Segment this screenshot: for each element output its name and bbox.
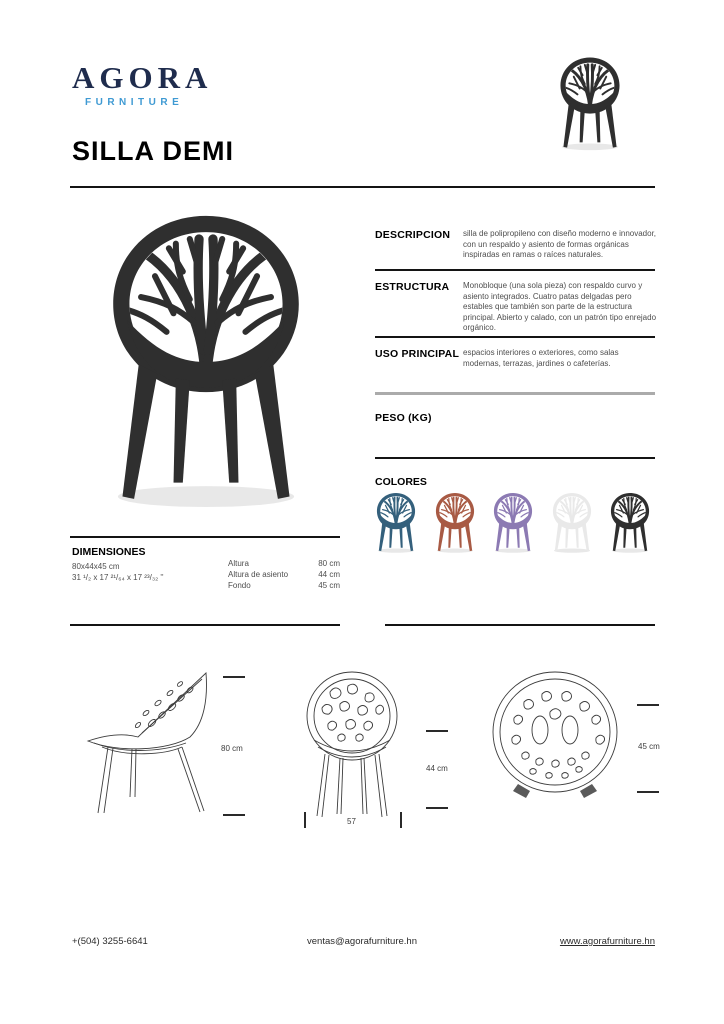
dimension-name: Altura de asiento	[228, 570, 289, 580]
dimensiones-values	[72, 562, 163, 584]
dims-divider-top	[70, 536, 340, 538]
color-swatch-chair-negro	[606, 492, 654, 554]
spec-divider-gray	[375, 392, 655, 395]
dims-divider-bottom-left	[70, 624, 340, 626]
spec-divider	[375, 269, 655, 271]
spec-text	[463, 412, 657, 424]
footer-phone: +(504) 3255-6641	[72, 936, 148, 947]
dimension-value: 80 cm	[318, 559, 340, 568]
color-swatch-row	[372, 492, 654, 554]
dims-divider-bottom-right	[385, 624, 655, 626]
front-view-drawing	[296, 666, 408, 824]
spec-row-descripcion	[375, 229, 657, 261]
spec-divider	[375, 336, 655, 338]
top-view-drawing	[484, 666, 626, 806]
color-swatch-chair-morado	[489, 492, 537, 554]
brand-tagline: FURNITURE	[85, 97, 184, 108]
side-dim-tick-bottom	[223, 814, 245, 816]
brand-name: AGORA	[72, 60, 213, 95]
color-swatch-chair-azul	[372, 492, 420, 554]
side-dim-tick-top	[223, 676, 245, 678]
spec-text: espacios interiores o exteriores, como salas modernas, terrazas, jardines o cafeterías.	[463, 348, 619, 368]
spec-label: DESCRIPCION	[375, 229, 451, 241]
seat-dim-tick-top	[426, 730, 448, 732]
dimensions-metric: 80x44x45 cm	[72, 562, 120, 571]
footer-email: ventas@agorafurniture.hn	[307, 936, 417, 947]
footer-website-link[interactable]: www.agorafurniture.hn	[559, 936, 655, 947]
spec-row-uso-principal	[375, 348, 657, 369]
spec-label: ESTRUCTURA	[375, 281, 450, 293]
spec-label: PESO (KG)	[375, 412, 432, 424]
color-swatch-chair-terracota	[431, 492, 479, 554]
width-dim-tick-left	[304, 812, 306, 828]
dimension-row	[228, 558, 340, 569]
dimensiones-heading: DIMENSIONES	[72, 546, 146, 558]
spec-row-peso	[375, 412, 657, 424]
spec-divider	[375, 457, 655, 459]
spec-row-estructura	[375, 281, 657, 334]
dimension-name: Fondo	[228, 581, 251, 591]
seat-height-label: 44 cm	[426, 764, 448, 773]
dimension-value: 44 cm	[318, 570, 340, 580]
colores-heading: COLORES	[375, 476, 427, 488]
side-height-label: 80 cm	[221, 744, 243, 753]
front-width-label: 57	[347, 817, 356, 826]
header-divider	[70, 186, 655, 188]
dimensiones-table	[228, 558, 340, 592]
product-photo-chair-image	[90, 211, 322, 513]
brand-logo	[72, 62, 212, 108]
dimension-value: 45 cm	[318, 581, 340, 591]
width-dim-tick-right	[400, 812, 402, 828]
spec-text: silla de polipropileno con diseño moderno e innovador, con un respaldo y asiento de formas orgánicas inspiradas en ramas o raíces naturales.	[463, 229, 657, 260]
top-depth-label: 45 cm	[638, 742, 660, 751]
color-swatch-chair-blanco	[548, 492, 596, 554]
dimension-row	[228, 569, 340, 580]
product-thumbnail-chair-image	[553, 56, 627, 152]
page-title: SILLA DEMI	[72, 136, 234, 166]
seat-dim-tick-bottom	[426, 807, 448, 809]
side-view-drawing	[80, 665, 230, 817]
dimension-row	[228, 580, 340, 591]
dimensions-imperial: 31 ¹/₂ x 17 ²¹/₆₄ x 17 ²³/₃₂ ''	[72, 572, 164, 582]
depth-dim-tick-bottom	[637, 791, 659, 793]
dimension-name: Altura	[228, 559, 249, 568]
spec-text: Monobloque (una sola pieza) con respaldo curvo y asiento integrados. Cuatro patas delgadas pero estables que también son parte de la estructura principal. Abierto y calado, con un patrón tipo enrejado orgánico.	[463, 281, 657, 333]
spec-label: USO PRINCIPAL	[375, 348, 460, 360]
depth-dim-tick-top	[637, 704, 659, 706]
